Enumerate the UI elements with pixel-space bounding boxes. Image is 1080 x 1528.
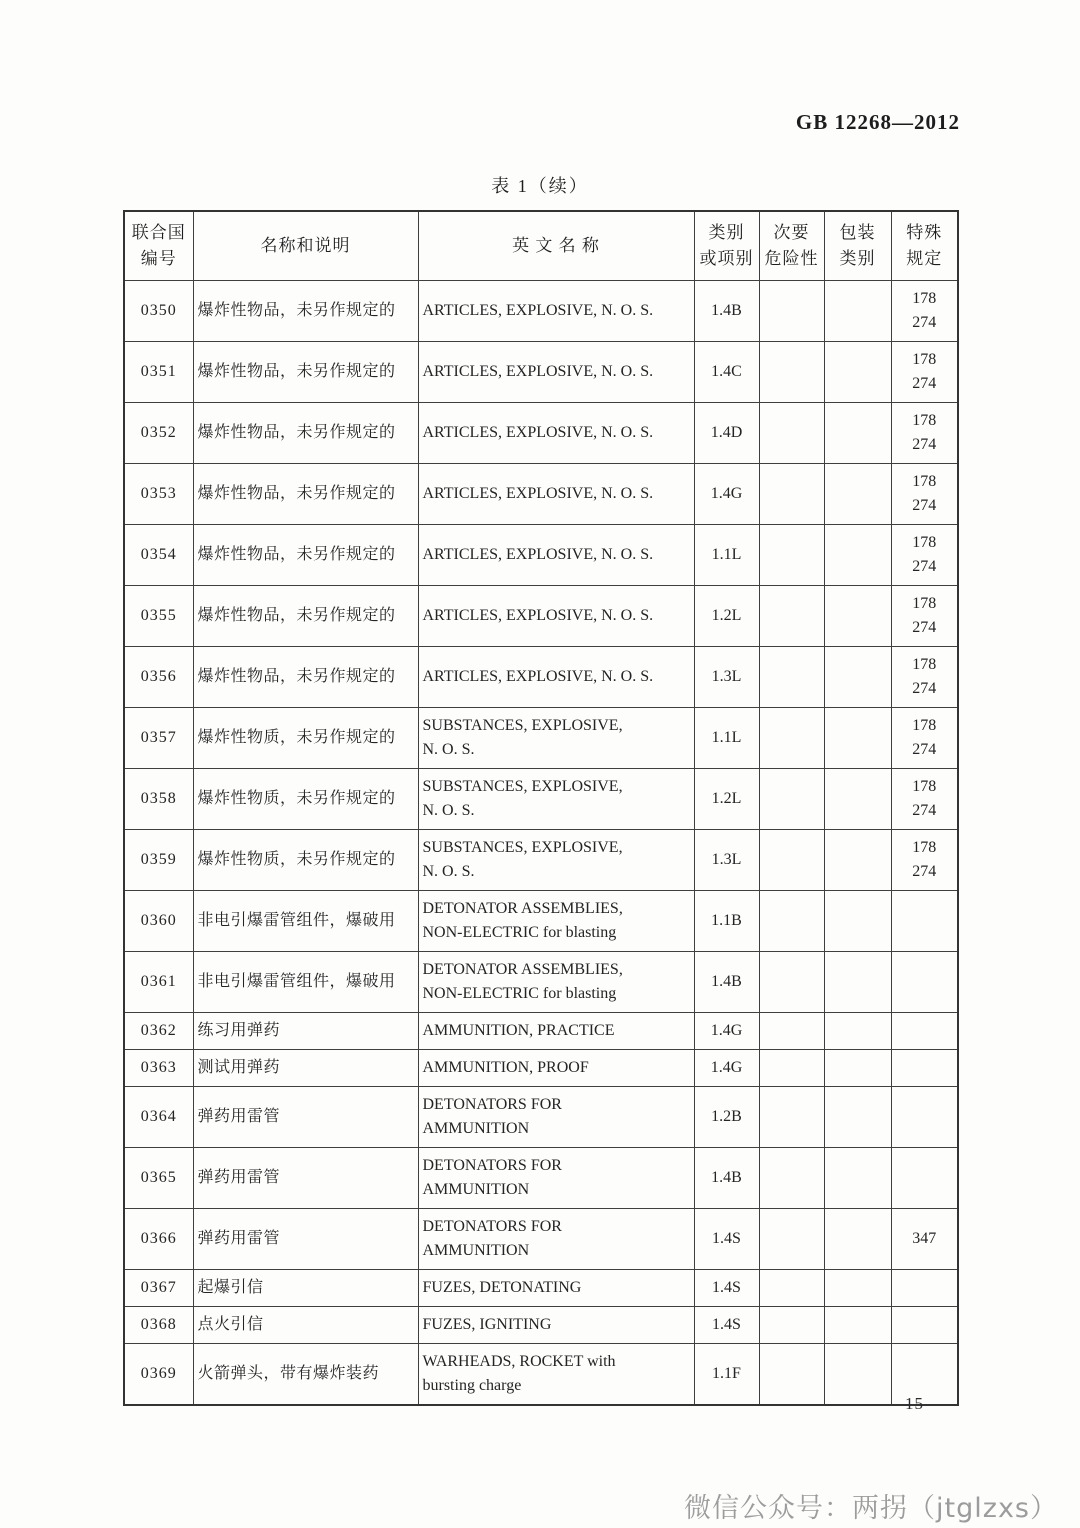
cell-english-name (418, 769, 694, 830)
cell-name-description (193, 586, 418, 647)
cell-subsidiary-risk (759, 952, 824, 1013)
cell-line: ARTICLES, EXPLOSIVE, N. O. S. (422, 363, 654, 380)
watermark: 微信公众号：两拐（jtglzxs） (684, 1493, 1058, 1524)
cell-line: 点火引信 (197, 1316, 264, 1333)
cell-line: 274 (912, 497, 937, 514)
cell-line: 爆炸性物品，未另作规定的 (197, 363, 396, 380)
cell-special-provisions (891, 281, 958, 342)
cell-special-provisions (891, 891, 958, 952)
cell-subsidiary-risk (759, 647, 824, 708)
cell-english-name (418, 1344, 694, 1406)
table-row (124, 1209, 958, 1270)
cell-line: 274 (912, 375, 937, 392)
cell-line: 0365 (140, 1169, 177, 1186)
cell-line: N. O. S. (422, 802, 475, 819)
cell-un-number (124, 708, 193, 769)
header-line: 规定 (906, 249, 943, 268)
cell-packing-group (824, 525, 891, 586)
cell-line: 1.3L (711, 668, 742, 685)
cell-line: 0356 (140, 668, 177, 685)
cell-line: 0364 (140, 1108, 177, 1125)
cell-english-name (418, 525, 694, 586)
cell-english-name (418, 1087, 694, 1148)
cell-un-number (124, 1344, 193, 1406)
cell-line: ARTICLES, EXPLOSIVE, N. O. S. (422, 485, 654, 502)
table-row (124, 403, 958, 464)
cell-english-name (418, 891, 694, 952)
cell-line: ARTICLES, EXPLOSIVE, N. O. S. (422, 607, 654, 624)
header-english-name (418, 211, 694, 281)
cell-un-number (124, 830, 193, 891)
cell-class-division (694, 1270, 759, 1307)
cell-english-name (418, 1209, 694, 1270)
cell-name-description (193, 464, 418, 525)
cell-name-description (193, 1270, 418, 1307)
cell-line: 非电引爆雷管组件，爆破用 (197, 973, 396, 990)
header-line: 类别 (708, 223, 745, 242)
cell-packing-group (824, 1307, 891, 1344)
cell-line: 1.1F (712, 1365, 741, 1382)
cell-line: 1.4B (711, 302, 742, 319)
cell-line: 1.4B (711, 1169, 742, 1186)
cell-line: 0367 (140, 1279, 177, 1296)
cell-line: 0351 (140, 363, 177, 380)
cell-packing-group (824, 464, 891, 525)
cell-class-division (694, 586, 759, 647)
cell-special-provisions (891, 525, 958, 586)
header-line: 英 文 名 称 (512, 236, 600, 255)
table-row (124, 830, 958, 891)
cell-packing-group (824, 1013, 891, 1050)
cell-name-description (193, 1344, 418, 1406)
cell-line: 1.4G (710, 1022, 743, 1039)
cell-line: 0358 (140, 790, 177, 807)
cell-line: 1.4S (712, 1316, 741, 1333)
cell-special-provisions (891, 586, 958, 647)
table-row (124, 891, 958, 952)
cell-name-description (193, 891, 418, 952)
table-row (124, 952, 958, 1013)
cell-line: 0352 (140, 424, 177, 441)
cell-un-number (124, 1148, 193, 1209)
cell-line: ARTICLES, EXPLOSIVE, N. O. S. (422, 546, 654, 563)
table-row (124, 647, 958, 708)
cell-line: 弹药用雷管 (197, 1230, 281, 1247)
cell-line: 爆炸性物质，未另作规定的 (197, 790, 396, 807)
cell-packing-group (824, 1087, 891, 1148)
cell-un-number (124, 769, 193, 830)
cell-class-division (694, 281, 759, 342)
cell-class-division (694, 403, 759, 464)
cell-name-description (193, 403, 418, 464)
cell-name-description (193, 1050, 418, 1087)
cell-subsidiary-risk (759, 342, 824, 403)
header-special-provisions (891, 211, 958, 281)
cell-name-description (193, 342, 418, 403)
table-row (124, 342, 958, 403)
cell-english-name (418, 1013, 694, 1050)
cell-un-number (124, 1307, 193, 1344)
cell-class-division (694, 1050, 759, 1087)
cell-line: 178 (912, 534, 937, 551)
cell-subsidiary-risk (759, 891, 824, 952)
cell-line: 0363 (140, 1059, 177, 1076)
cell-line: 274 (912, 436, 937, 453)
cell-line: 1.4D (710, 424, 743, 441)
cell-class-division (694, 1148, 759, 1209)
cell-line: ARTICLES, EXPLOSIVE, N. O. S. (422, 302, 654, 319)
cell-class-division (694, 769, 759, 830)
cell-subsidiary-risk (759, 281, 824, 342)
cell-un-number (124, 1209, 193, 1270)
cell-line: 0360 (140, 912, 177, 929)
cell-english-name (418, 1307, 694, 1344)
cell-special-provisions (891, 403, 958, 464)
cell-packing-group (824, 281, 891, 342)
cell-class-division (694, 1013, 759, 1050)
cell-un-number (124, 1270, 193, 1307)
header-subsidiary-risk (759, 211, 824, 281)
cell-line: 弹药用雷管 (197, 1169, 281, 1186)
cell-class-division (694, 342, 759, 403)
table-row (124, 525, 958, 586)
cell-line: 0361 (140, 973, 177, 990)
table-row (124, 1307, 958, 1344)
header-line: 次要 (773, 223, 810, 242)
cell-line: 0350 (140, 302, 177, 319)
cell-line: bursting charge (422, 1377, 522, 1394)
header-row (124, 211, 958, 281)
header-line: 名称和说明 (260, 236, 351, 255)
cell-line: N. O. S. (422, 741, 475, 758)
cell-line: AMMUNITION (422, 1120, 530, 1137)
cell-english-name (418, 464, 694, 525)
cell-name-description (193, 1148, 418, 1209)
cell-line: 爆炸性物品，未另作规定的 (197, 485, 396, 502)
cell-packing-group (824, 952, 891, 1013)
cell-line: 0354 (140, 546, 177, 563)
cell-subsidiary-risk (759, 464, 824, 525)
cell-line: DETONATORS FOR (422, 1096, 562, 1113)
cell-un-number (124, 281, 193, 342)
cell-special-provisions (891, 769, 958, 830)
cell-line: 火箭弹头，带有爆炸装药 (197, 1365, 380, 1382)
table-row (124, 464, 958, 525)
cell-line: 0355 (140, 607, 177, 624)
cell-line: FUZES, DETONATING (422, 1279, 582, 1296)
cell-line: AMMUNITION (422, 1242, 530, 1259)
cell-line: 347 (912, 1230, 937, 1247)
cell-packing-group (824, 647, 891, 708)
header-line: 类别 (839, 249, 876, 268)
table-row (124, 281, 958, 342)
cell-line: 0368 (140, 1316, 177, 1333)
cell-line: 爆炸性物品，未另作规定的 (197, 302, 396, 319)
header-class-division (694, 211, 759, 281)
cell-line: 274 (912, 314, 937, 331)
cell-class-division (694, 891, 759, 952)
cell-subsidiary-risk (759, 525, 824, 586)
cell-special-provisions (891, 952, 958, 1013)
cell-line: 测试用弹药 (197, 1059, 281, 1076)
cell-line: SUBSTANCES, EXPLOSIVE, (422, 717, 623, 734)
cell-subsidiary-risk (759, 1344, 824, 1406)
cell-special-provisions (891, 342, 958, 403)
cell-packing-group (824, 586, 891, 647)
cell-name-description (193, 1013, 418, 1050)
cell-special-provisions (891, 1050, 958, 1087)
cell-un-number (124, 342, 193, 403)
cell-special-provisions (891, 1307, 958, 1344)
cell-line: 1.4S (712, 1279, 741, 1296)
table-row (124, 708, 958, 769)
cell-english-name (418, 952, 694, 1013)
cell-english-name (418, 647, 694, 708)
cell-line: WARHEADS, ROCKET with (422, 1353, 616, 1370)
cell-english-name (418, 281, 694, 342)
cell-special-provisions (891, 464, 958, 525)
cell-line: 1.3L (711, 851, 742, 868)
cell-class-division (694, 525, 759, 586)
table-row (124, 1013, 958, 1050)
cell-line: 274 (912, 802, 937, 819)
cell-line: 1.2L (711, 607, 742, 624)
cell-line: 274 (912, 863, 937, 880)
cell-line: 爆炸性物品，未另作规定的 (197, 668, 396, 685)
header-line: 或项别 (699, 249, 754, 268)
cell-line: 178 (912, 778, 937, 795)
cell-un-number (124, 586, 193, 647)
cell-name-description (193, 830, 418, 891)
cell-line: 274 (912, 619, 937, 636)
header-packing-group (824, 211, 891, 281)
cell-line: DETONATOR ASSEMBLIES, (422, 961, 623, 978)
cell-line: DETONATORS FOR (422, 1157, 562, 1174)
cell-line: 0359 (140, 851, 177, 868)
cell-line: ARTICLES, EXPLOSIVE, N. O. S. (422, 668, 654, 685)
cell-line: 0369 (140, 1365, 177, 1382)
header-name-description (193, 211, 418, 281)
cell-line: 274 (912, 558, 937, 575)
cell-line: 0362 (140, 1022, 177, 1039)
cell-un-number (124, 525, 193, 586)
cell-class-division (694, 1209, 759, 1270)
cell-line: AMMUNITION, PRACTICE (422, 1022, 615, 1039)
cell-english-name (418, 1270, 694, 1307)
cell-packing-group (824, 1344, 891, 1406)
cell-un-number (124, 1050, 193, 1087)
cell-english-name (418, 708, 694, 769)
cell-line: 1.4G (710, 1059, 743, 1076)
header-line: 危险性 (764, 249, 819, 268)
cell-un-number (124, 403, 193, 464)
cell-line: SUBSTANCES, EXPLOSIVE, (422, 778, 623, 795)
cell-line: 178 (912, 656, 937, 673)
cell-line: FUZES, IGNITING (422, 1316, 552, 1333)
standard-number: GB 12268—2012 (795, 110, 960, 134)
dangerous-goods-table (123, 210, 959, 1406)
cell-packing-group (824, 708, 891, 769)
cell-class-division (694, 1307, 759, 1344)
cell-line: 1.1B (711, 912, 742, 929)
cell-special-provisions (891, 1270, 958, 1307)
header-line: 编号 (140, 249, 177, 268)
cell-subsidiary-risk (759, 586, 824, 647)
cell-special-provisions (891, 1148, 958, 1209)
table-row (124, 1050, 958, 1087)
cell-line: 1.2L (711, 790, 742, 807)
cell-name-description (193, 1307, 418, 1344)
page-number: 15 (905, 1394, 924, 1413)
table-row (124, 1344, 958, 1406)
cell-class-division (694, 830, 759, 891)
cell-line: DETONATOR ASSEMBLIES, (422, 900, 623, 917)
cell-english-name (418, 1148, 694, 1209)
cell-line: NON-ELECTRIC for blasting (422, 985, 617, 1002)
table-row (124, 1270, 958, 1307)
cell-line: 练习用弹药 (197, 1022, 281, 1039)
cell-line: 0357 (140, 729, 177, 746)
cell-line: 178 (912, 839, 937, 856)
cell-name-description (193, 281, 418, 342)
cell-name-description (193, 1087, 418, 1148)
table-body (124, 281, 958, 1406)
cell-special-provisions (891, 1013, 958, 1050)
cell-class-division (694, 647, 759, 708)
cell-line: 0366 (140, 1230, 177, 1247)
cell-un-number (124, 1013, 193, 1050)
cell-subsidiary-risk (759, 1087, 824, 1148)
cell-english-name (418, 403, 694, 464)
cell-subsidiary-risk (759, 1013, 824, 1050)
table-row (124, 1148, 958, 1209)
header-un-number (124, 211, 193, 281)
cell-name-description (193, 708, 418, 769)
cell-name-description (193, 952, 418, 1013)
cell-special-provisions (891, 1344, 958, 1406)
cell-line: 爆炸性物品，未另作规定的 (197, 546, 396, 563)
cell-class-division (694, 1087, 759, 1148)
cell-line: 弹药用雷管 (197, 1108, 281, 1125)
table-row (124, 586, 958, 647)
cell-line: 起爆引信 (197, 1279, 264, 1296)
cell-subsidiary-risk (759, 1307, 824, 1344)
cell-special-provisions (891, 1209, 958, 1270)
cell-un-number (124, 952, 193, 1013)
table-row (124, 1087, 958, 1148)
cell-un-number (124, 891, 193, 952)
cell-special-provisions (891, 647, 958, 708)
cell-line: 178 (912, 290, 937, 307)
cell-subsidiary-risk (759, 1148, 824, 1209)
cell-name-description (193, 1209, 418, 1270)
cell-line: 274 (912, 680, 937, 697)
cell-subsidiary-risk (759, 1050, 824, 1087)
cell-line: NON-ELECTRIC for blasting (422, 924, 617, 941)
cell-class-division (694, 952, 759, 1013)
cell-line: 0353 (140, 485, 177, 502)
cell-line: 1.4G (710, 485, 743, 502)
cell-packing-group (824, 1050, 891, 1087)
header-line: 联合国 (131, 223, 186, 242)
table-row (124, 769, 958, 830)
cell-subsidiary-risk (759, 1270, 824, 1307)
cell-line: 爆炸性物质，未另作规定的 (197, 851, 396, 868)
cell-packing-group (824, 830, 891, 891)
cell-english-name (418, 342, 694, 403)
cell-packing-group (824, 891, 891, 952)
cell-line: N. O. S. (422, 863, 475, 880)
cell-subsidiary-risk (759, 830, 824, 891)
cell-line: 爆炸性物品，未另作规定的 (197, 607, 396, 624)
cell-line: 爆炸性物品，未另作规定的 (197, 424, 396, 441)
cell-line: 非电引爆雷管组件，爆破用 (197, 912, 396, 929)
cell-class-division (694, 1344, 759, 1406)
cell-name-description (193, 769, 418, 830)
cell-english-name (418, 830, 694, 891)
cell-un-number (124, 464, 193, 525)
header-line: 特殊 (906, 223, 943, 242)
cell-line: SUBSTANCES, EXPLOSIVE, (422, 839, 623, 856)
cell-line: 1.4S (712, 1230, 741, 1247)
cell-line: DETONATORS FOR (422, 1218, 562, 1235)
table-caption: 表 1（续） (491, 176, 589, 196)
cell-un-number (124, 1087, 193, 1148)
cell-line: 178 (912, 595, 937, 612)
cell-line: 178 (912, 412, 937, 429)
cell-line: 1.4C (711, 363, 742, 380)
cell-subsidiary-risk (759, 403, 824, 464)
cell-line: 178 (912, 351, 937, 368)
cell-special-provisions (891, 708, 958, 769)
cell-subsidiary-risk (759, 769, 824, 830)
cell-name-description (193, 525, 418, 586)
cell-line: 1.4B (711, 973, 742, 990)
cell-line: AMMUNITION (422, 1181, 530, 1198)
cell-line: 1.2B (711, 1108, 742, 1125)
cell-packing-group (824, 1270, 891, 1307)
cell-line: AMMUNITION, PROOF (422, 1059, 589, 1076)
cell-line: 178 (912, 717, 937, 734)
cell-line: 爆炸性物质，未另作规定的 (197, 729, 396, 746)
cell-special-provisions (891, 830, 958, 891)
cell-special-provisions (891, 1087, 958, 1148)
cell-line: 178 (912, 473, 937, 490)
cell-line: 274 (912, 741, 937, 758)
cell-packing-group (824, 1209, 891, 1270)
cell-subsidiary-risk (759, 1209, 824, 1270)
cell-packing-group (824, 1148, 891, 1209)
cell-english-name (418, 1050, 694, 1087)
cell-packing-group (824, 403, 891, 464)
cell-packing-group (824, 769, 891, 830)
cell-class-division (694, 464, 759, 525)
cell-subsidiary-risk (759, 708, 824, 769)
cell-line: 1.1L (711, 729, 742, 746)
cell-name-description (193, 647, 418, 708)
cell-line: ARTICLES, EXPLOSIVE, N. O. S. (422, 424, 654, 441)
cell-packing-group (824, 342, 891, 403)
cell-un-number (124, 647, 193, 708)
cell-class-division (694, 708, 759, 769)
header-line: 包装 (839, 223, 876, 242)
cell-english-name (418, 586, 694, 647)
cell-line: 1.1L (711, 546, 742, 563)
